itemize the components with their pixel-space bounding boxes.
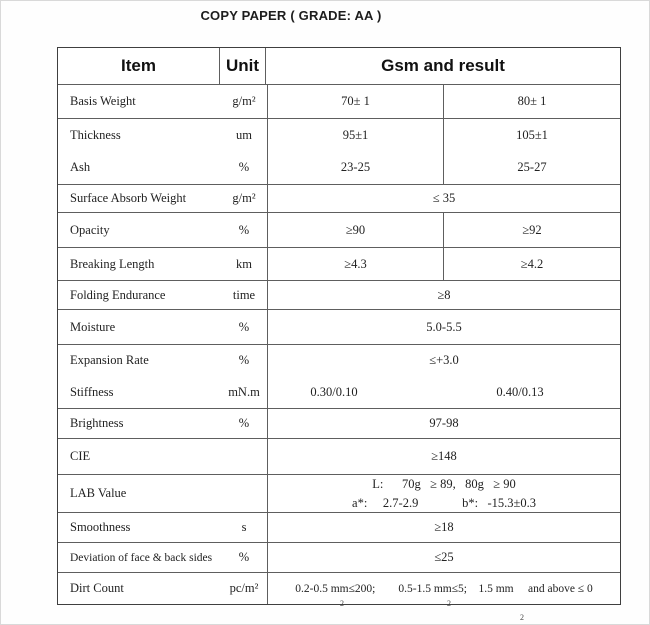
row-moisture: [58, 310, 620, 345]
value: ≥8: [437, 287, 451, 302]
table-header-row: [58, 48, 620, 85]
row-opacity: [58, 213, 620, 248]
unit-label: g/m²: [232, 191, 256, 205]
value: ≤ 35: [432, 191, 456, 205]
item-label: Brightness: [70, 416, 124, 430]
value: 97-98: [429, 416, 459, 430]
value-70g: ≥4.3: [344, 256, 367, 271]
value: ≤25: [434, 550, 454, 564]
item-label: Expansion Rate: [70, 353, 149, 368]
header-unit: Unit: [220, 48, 266, 84]
unit-label: %: [238, 160, 250, 175]
row-basis-weight: [58, 85, 620, 119]
item-label: Breaking Length: [70, 256, 155, 271]
value: 5.0-5.5: [426, 319, 462, 334]
item-label: Folding Endurance: [70, 287, 166, 302]
item-label: Surface Absorb Weight: [70, 191, 187, 205]
item-label: Ash: [70, 160, 91, 175]
item-label: CIE: [70, 449, 91, 463]
value-70g: 95±1: [342, 127, 369, 142]
unit-label: pc/m²: [229, 581, 259, 595]
row-dirt-count: [58, 573, 620, 604]
value-lab-l: L: 70g ≥ 89, 80g ≥ 90: [372, 477, 516, 492]
unit-label: um: [236, 127, 252, 142]
unit-label: %: [238, 319, 250, 334]
superscript-artifact: 2: [447, 599, 451, 608]
row-deviation: [58, 543, 620, 573]
page-title: COPY PAPER ( GRADE: AA ): [200, 8, 382, 23]
superscript-artifact: 2: [520, 613, 524, 622]
item-label: Thickness: [70, 127, 121, 142]
value-70g: 70± 1: [341, 94, 370, 108]
item-label: LAB Value: [70, 486, 127, 500]
item-label: Smoothness: [70, 520, 131, 534]
value-stiffness-80g: 0.40/0.13: [496, 384, 544, 399]
item-label: Basis Weight: [70, 94, 136, 108]
row-folding-endurance: [58, 281, 620, 310]
row-breaking-length: [58, 248, 620, 281]
value-70g: 23-25: [340, 160, 371, 175]
header-item: Item: [58, 48, 220, 84]
unit-label: %: [238, 550, 250, 564]
unit-label: time: [232, 287, 256, 302]
unit-label: %: [238, 353, 250, 368]
value-80g: ≥4.2: [520, 256, 544, 271]
value: 0.2-0.5 mm≤200; 0.5-1.5 mm≤5; 1.5 mm and above ≤ 0: [295, 582, 593, 595]
unit-label: km: [236, 256, 252, 271]
unit-label: mN.m: [228, 384, 260, 399]
value-expansion-rate: ≤+3.0: [429, 353, 459, 368]
item-label: Dirt Count: [70, 581, 124, 595]
value: ≥148: [431, 449, 457, 463]
row-brightness: [58, 409, 620, 439]
unit-label: g/m²: [232, 94, 256, 108]
item-label: Stiffness: [70, 384, 114, 399]
row-cie: [58, 439, 620, 475]
value: ≥18: [434, 520, 454, 534]
value-lab-ab: a*: 2.7-2.9 b*: -15.3±0.3: [352, 495, 536, 510]
row-expansion-stiffness: [58, 345, 620, 409]
value-stiffness-70g: 0.30/0.10: [310, 384, 358, 399]
value-80g: ≥92: [522, 222, 542, 237]
value-80g: 25-27: [517, 160, 547, 175]
header-gsm-result: Gsm and result: [381, 56, 505, 75]
row-surface-absorb-weight: [58, 185, 620, 213]
value-80g: 80± 1: [517, 94, 547, 108]
item-label: Opacity: [70, 222, 110, 237]
row-thickness-ash: [58, 119, 620, 185]
value-80g: 105±1: [516, 127, 548, 142]
unit-label: %: [238, 416, 250, 430]
unit-label: %: [238, 222, 250, 237]
row-lab-value: [58, 475, 620, 513]
item-label: Deviation of face & back sides: [70, 551, 213, 564]
superscript-artifact: 2: [340, 599, 344, 608]
spec-table: [57, 47, 621, 605]
unit-label: s: [241, 520, 247, 534]
row-smoothness: [58, 513, 620, 543]
value-70g: ≥90: [345, 222, 366, 237]
item-label: Moisture: [70, 319, 116, 334]
